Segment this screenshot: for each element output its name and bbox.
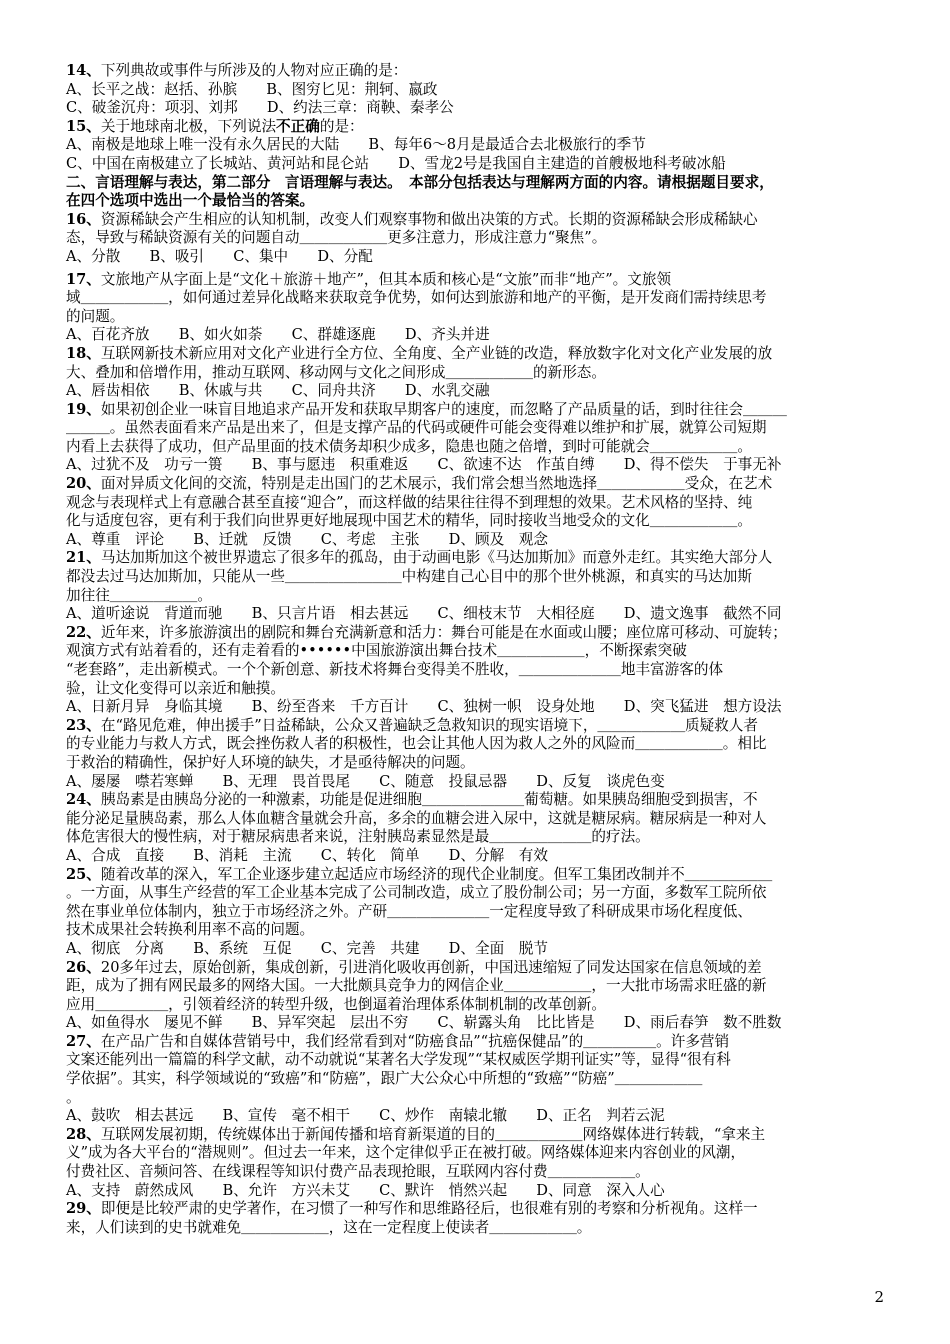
text-line: 付费社区、音频问答、在线课程等知识付费产品表现抢眼，互联网内容付费＿＿＿＿＿＿。: [66, 1163, 650, 1181]
text-line: 19、如果初创企业一味盲目地追求产品开发和获取早期客户的速度，而忽略了产品质量的话，到时往往会＿＿＿: [66, 400, 787, 418]
text-line: 能分泌足量胰岛素，那么人体血糖含量就会升高，多余的血糖会进入尿中，这就是糖尿病。糖尿病是一种对人: [66, 809, 767, 827]
text-line: C、中国在南极建立了长城站、黄河站和昆仑站 D、雪龙2号是我国自主建造的首艘极地科考破冰船: [66, 154, 726, 172]
text-line: A、支持 蔚然成风 B、允许 方兴未艾 C、默许 悄然兴起 D、同意 深入人心: [66, 1181, 665, 1199]
text-line: 22、近年来，许多旅游演出的剧院和舞台充满新意和活力：舞台可能是在水面或山腰；座位席可移动、可旋转；: [66, 623, 787, 641]
text-line: 16、资源稀缺会产生相应的认知机制，改变人们观察事物和做出决策的方式。长期的资源稀缺会形成稀缺心: [66, 210, 758, 228]
text-line: 14、下列典故或事件与所涉及的人物对应正确的是：: [66, 62, 408, 79]
text-line: 内看上去获得了成功，但产品里面的技术债务却积少成多，隐患也随之倍增，到时可能就会＿＿＿＿＿＿。: [66, 437, 752, 455]
text-line: A、道听途说 背道而驰 B、只言片语 相去甚远 C、细枝末节 大相径庭 D、遗文逸事 截然不同: [66, 605, 782, 623]
text-line: A、屡屡 噤若寒蝉 B、无理 畏首畏尾 C、随意 投鼠忌器 D、反复 谈虎色变: [66, 772, 665, 790]
text-line: A、日新月异 身临其境 B、纷至沓来 千方百计 C、独树一帜 设身处地 D、突飞猛进 想方设法: [66, 698, 782, 716]
text-line: 观念与表现样式上有意融合甚至直接“迎合”，而这样做的结果往往得不到理想的效果。艺术风格的坚持、纯: [66, 493, 753, 511]
text-line: 义”成为各大平台的“潜规则”。但过去一年来，这个定律似乎正在被打破。网络媒体迎来内容创业的风潮，: [66, 1144, 746, 1162]
document-body: [66, 62, 894, 1237]
text-line: A、尊重 评论 B、迁就 反馈 C、考虑 主张 D、顾及 观念: [66, 530, 548, 548]
text-line: 在四个选项中选出一个最恰当的答案。: [66, 192, 315, 210]
text-line: 然在事业单位体制内，独立于市场经济之外。产研＿＿＿＿＿＿＿一定程度导致了科研成果市场化程度低、: [66, 902, 752, 920]
text-line: A、如鱼得水 屡见不鲜 B、异军突起 层出不穷 C、崭露头角 比比皆是 D、雨后春笋 数不胜数: [66, 1014, 782, 1032]
text-line: A、过犹不及 功亏一篑 B、事与愿违 积重难返 C、欲速不达 作茧自缚 D、得不偿失 于事无补: [66, 456, 782, 474]
text-line: 28、互联网发展初期，传统媒体出于新闻传播和培育新渠道的目的＿＿＿＿＿＿网络媒体进行转载，“拿来主: [66, 1125, 766, 1143]
text-line: 18、互联网新技术新应用对文化产业进行全方位、全角度、全产业链的改造，释放数字化对文化产业发展的放: [66, 344, 773, 362]
text-line: 都没去过马达加斯加，只能从一些＿＿＿＿＿＿＿＿中构建自己心目中的那个世外桃源，和真实的马达加斯: [66, 568, 752, 586]
text-line: 域＿＿＿＿＿＿，如何通过差异化战略来获取竞争优势，如何达到旅游和地产的平衡，是开发商们需持续思考: [66, 289, 767, 307]
text-line: 态，导致与稀缺资源有关的问题自动＿＿＿＿＿＿更多注意力，形成注意力“聚焦”。: [66, 229, 607, 247]
text-line: A、唇齿相依 B、休戚与共 C、同舟共济 D、水乳交融: [66, 382, 490, 400]
text-line: 的问题。: [66, 307, 125, 325]
text-line: 技术成果社会转换利用率不高的问题。: [66, 921, 315, 939]
text-line: 21、马达加斯加这个被世界遗忘了很多年的孤岛，由于动画电影《马达加斯加》而意外走红。其实绝大部分人: [66, 549, 773, 567]
text-line: A、长平之战：赵括、孙膑 B、图穷匕见：荆轲、嬴政: [66, 80, 438, 98]
text-line: 化与适度包容，更有利于我们向世界更好地展现中国艺术的精华，同时接收当地受众的文化＿＿＿＿＿＿。: [66, 512, 752, 530]
text-line: 25、随着改革的深入，军工企业逐步建立起适应市场经济的现代企业制度。但军工集团改制并不＿＿＿＿＿＿: [66, 865, 773, 883]
text-line: 15、关于地球南北极，下列说法不正确的是：: [66, 117, 364, 135]
text-line: ＿＿＿。虽然表面看来产品是出来了，但是支撑产品的代码或硬件可能会变得难以维护和扩展，就算公司短期: [66, 419, 767, 437]
text-line: 大、叠加和倍增作用，推动互联网、移动网与文化之间形成＿＿＿＿＿＿的新形态。: [66, 363, 606, 381]
text-line: C、破釜沉舟：项羽、刘邦 D、约法三章：商鞅、秦孝公: [66, 99, 454, 117]
text-line: 加往往＿＿＿＿＿＿。: [66, 586, 212, 604]
text-line: A、合成 直接 B、消耗 主流 C、转化 简单 D、分解 有效: [66, 846, 548, 864]
text-line: A、分散 B、吸引 C、集中 D、分配: [66, 247, 373, 265]
text-line: A、彻底 分离 B、系统 互促 C、完善 共建 D、全面 脱节: [66, 939, 548, 957]
text-line: 。一方面，从事生产经营的军工企业基本完成了公司制改造，成立了股份制公司；另一方面，多数军工院所依: [66, 884, 767, 902]
text-line: 29、即便是比较严肃的史学著作，在习惯了一种写作和思维路径后，也很难有别的考察和分析视角。这样一: [66, 1200, 758, 1218]
text-line: 于救治的精确性，保护好人环境的缺失，才是亟待解决的问题。: [66, 753, 475, 771]
text-line: A、南极是地球上唯一没有永久居民的大陆 B、每年6～8月是最适合去北极旅行的季节: [66, 136, 646, 154]
text-line: 23、在“路见危难，伸出援手”日益稀缺，公众又普遍缺乏急救知识的现实语境下，＿＿＿＿＿＿质疑救人者: [66, 716, 758, 734]
text-line: A、鼓吹 相去甚远 B、宣传 毫不相干 C、炒作 南辕北辙 D、正名 判若云泥: [66, 1107, 665, 1125]
text-line: 24、胰岛素是由胰岛分泌的一种激素，功能是促进细胞＿＿＿＿＿＿＿葡萄糖。如果胰岛细胞受到损害，不: [66, 791, 758, 809]
text-line: 验，让文化变得可以亲近和触摸。: [66, 679, 285, 697]
text-line: 学依据”。其实，科学领域说的“致癌”和“防癌”，跟广大公众心中所想的“致癌”“防癌”＿＿＿＿＿＿: [66, 1070, 703, 1088]
text-line: 观演方式有站着看的，还有走着看的••••••中国旅游演出舞台技术＿＿＿＿＿＿，不断探索突破: [66, 642, 687, 660]
text-line: 二、言语理解与表达，第二部分 言语理解与表达。 本部分包括表达与理解两方面的内容。请根据题目要求，: [66, 173, 774, 191]
text-line: 。: [66, 1088, 81, 1106]
text-line: 27、在产品广告和自媒体营销号中，我们经常看到对“防癌食品”“抗癌保健品”的＿＿＿＿＿。许多营销: [66, 1032, 730, 1050]
page-number: 2: [874, 1288, 884, 1306]
text-line: 来，人们读到的史书就难免＿＿＿＿＿＿，这在一定程度上使读者＿＿＿＿＿＿。: [66, 1218, 592, 1236]
text-line: “老套路”，走出新模式。一个个新创意、新技术将舞台变得美不胜收，＿＿＿＿＿＿＿地丰富游客的体: [66, 661, 724, 678]
text-line: 的专业能力与救人方式，既会挫伤救人者的积极性，也会让其他人因为救人之外的风险而＿＿＿＿＿＿。相比: [66, 735, 767, 753]
text-line: 体危害很大的慢性病，对于糖尿病患者来说，注射胰岛素显然是最＿＿＿＿＿＿＿的疗法。: [66, 828, 650, 846]
text-line: 26、20多年过去，原始创新，集成创新，引进消化吸收再创新，中国迅速缩短了同发达国家在信息领域的差: [66, 958, 762, 976]
text-line: 距，成为了拥有网民最多的网络大国。一大批颇具竞争力的网信企业＿＿＿＿＿＿，一大批市场需求旺盛的新: [66, 977, 767, 995]
text-line: 17、文旅地产从字面上是“文化＋旅游＋地产”，但其本质和核心是“文旅”而非“地产”。文旅领: [66, 270, 672, 288]
text-line: 文案还能列出一篇篇的科学文献，动不动就说“某著名大学发现”“某权威医学期刊证实”等，显得“很有科: [66, 1051, 731, 1069]
text-line: A、百花齐放 B、如火如荼 C、群雄逐鹿 D、齐头并进: [66, 326, 490, 344]
text-line: 20、面对异质文化间的交流，特别是走出国门的艺术展示，我们常会想当然地选择＿＿＿＿＿＿受众，在艺术: [66, 475, 773, 493]
text-line: 应用＿＿＿＿＿，引领着经济的转型升级，也倒逼着治理体系体制机制的改革创新。: [66, 995, 606, 1013]
